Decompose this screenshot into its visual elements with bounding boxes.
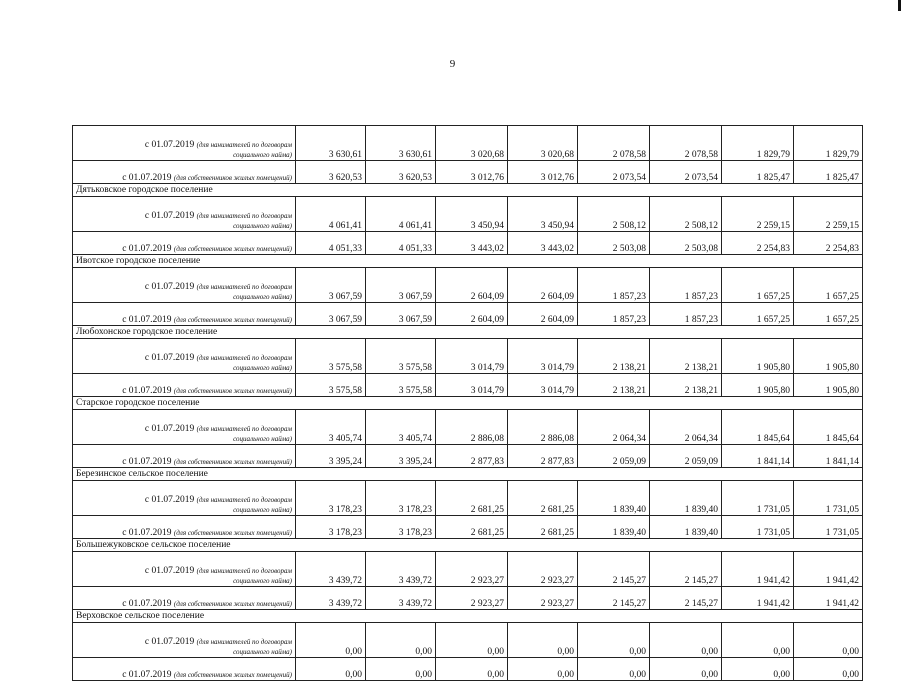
tariff-row-owners: [73, 303, 863, 326]
tariff-value-cell: 3 575,58: [366, 374, 436, 397]
tariff-value-cell: 3 020,68: [436, 126, 508, 161]
tariff-value-cell: 2 923,27: [508, 587, 578, 610]
tariff-value-cell: 3 450,94: [436, 197, 508, 232]
settlement-name: Ивотское городское поселение: [73, 255, 863, 268]
tariff-value-cell: 2 145,27: [578, 552, 650, 587]
rent-note-line2: социального найма): [233, 577, 292, 585]
tariff-value-cell: 3 450,94: [508, 197, 578, 232]
tariff-row-social-rent: [73, 126, 863, 161]
tariff-value-cell: 2 145,27: [578, 587, 650, 610]
tariff-value-cell: 0,00: [722, 623, 794, 658]
tariff-value-cell: 2 138,21: [578, 374, 650, 397]
owner-note: (для собственников жилых помещений): [173, 316, 292, 324]
row-label: [73, 445, 296, 468]
tariff-row-social-rent: [73, 197, 863, 232]
scan-edge-mark: [898, 0, 901, 11]
tariff-value-cell: 1 839,40: [578, 516, 650, 539]
effective-date: с 01.07.2019: [144, 282, 195, 292]
tariff-value-cell: 3 012,76: [436, 161, 508, 184]
tariff-value-cell: 3 395,24: [296, 445, 366, 468]
rent-note-line2: социального найма): [233, 648, 292, 656]
tariff-value-cell: 3 178,23: [296, 516, 366, 539]
tariff-row-owners: [73, 232, 863, 255]
rent-note-line1: (для нанимателей по договорам: [196, 354, 292, 362]
tariff-value-cell: 2 254,83: [722, 232, 794, 255]
owner-note: (для собственников жилых помещений): [173, 600, 292, 608]
tariff-value-cell: 2 604,09: [508, 268, 578, 303]
tariff-value-cell: 2 604,09: [436, 303, 508, 326]
tariff-value-cell: 2 259,15: [722, 197, 794, 232]
tariff-value-cell: 2 078,58: [578, 126, 650, 161]
tariff-value-cell: 4 051,33: [296, 232, 366, 255]
row-label: [73, 552, 296, 587]
row-label: [73, 658, 296, 681]
tariff-row-owners: [73, 445, 863, 468]
tariff-value-cell: 1 905,80: [794, 374, 863, 397]
row-label: [73, 623, 296, 658]
tariff-row-owners: [73, 587, 863, 610]
tariff-value-cell: 3 178,23: [296, 481, 366, 516]
tariff-value-cell: 3 439,72: [366, 587, 436, 610]
settlement-header-row: [73, 539, 863, 552]
tariff-value-cell: 0,00: [296, 658, 366, 681]
tariff-value-cell: 0,00: [650, 623, 722, 658]
tariff-value-cell: 2 604,09: [508, 303, 578, 326]
tariff-value-cell: 0,00: [436, 623, 508, 658]
tariff-value-cell: 0,00: [366, 658, 436, 681]
tariff-value-cell: 3 575,58: [366, 339, 436, 374]
rent-note-line2: социального найма): [233, 506, 292, 514]
row-label: [73, 303, 296, 326]
effective-date: с 01.07.2019: [144, 211, 195, 221]
row-label: [73, 587, 296, 610]
tariff-value-cell: 2 073,54: [650, 161, 722, 184]
tariff-value-cell: 2 064,34: [650, 410, 722, 445]
tariff-value-cell: 2 886,08: [508, 410, 578, 445]
tariff-value-cell: 1 657,25: [722, 268, 794, 303]
tariff-value-cell: 1 731,05: [722, 516, 794, 539]
effective-date: с 01.07.2019: [122, 599, 172, 609]
tariff-value-cell: 2 503,08: [578, 232, 650, 255]
tariff-value-cell: 1 941,42: [722, 587, 794, 610]
rent-note-line1: (для нанимателей по договорам: [196, 212, 292, 220]
row-label: [73, 410, 296, 445]
rent-note-line2: социального найма): [233, 151, 292, 159]
tariff-value-cell: 0,00: [722, 658, 794, 681]
tariff-value-cell: 1 731,05: [794, 516, 863, 539]
rent-note-line1: (для нанимателей по договорам: [196, 638, 292, 646]
effective-date: с 01.07.2019: [122, 386, 172, 396]
tariff-value-cell: 3 020,68: [508, 126, 578, 161]
tariff-value-cell: 3 630,61: [296, 126, 366, 161]
tariff-value-cell: 0,00: [794, 623, 863, 658]
tariff-value-cell: 3 067,59: [296, 303, 366, 326]
rent-note-line1: (для нанимателей по договорам: [196, 141, 292, 149]
tariff-value-cell: 2 877,83: [508, 445, 578, 468]
tariff-value-cell: 3 012,76: [508, 161, 578, 184]
tariff-value-cell: 3 067,59: [366, 303, 436, 326]
tariff-value-cell: 2 923,27: [436, 552, 508, 587]
tariff-value-cell: 3 014,79: [436, 374, 508, 397]
tariff-value-cell: 3 443,02: [508, 232, 578, 255]
tariff-value-cell: 1 845,64: [794, 410, 863, 445]
rent-note-line1: (для нанимателей по договорам: [196, 567, 292, 575]
tariff-value-cell: 3 439,72: [296, 587, 366, 610]
rent-note-line2: социального найма): [233, 222, 292, 230]
tariff-value-cell: 2 681,25: [508, 516, 578, 539]
tariff-value-cell: 2 138,21: [650, 374, 722, 397]
settlement-header-row: [73, 468, 863, 481]
page-number: 9: [449, 58, 456, 70]
tariff-value-cell: 1 841,14: [722, 445, 794, 468]
tariff-value-cell: 3 575,58: [296, 339, 366, 374]
rent-note-line2: социального найма): [233, 364, 292, 372]
tariff-row-social-rent: [73, 268, 863, 303]
tariff-value-cell: 2 059,09: [650, 445, 722, 468]
settlement-name: Дятьковское городское поселение: [73, 184, 863, 197]
tariff-value-cell: 2 078,58: [650, 126, 722, 161]
tariff-value-cell: 1 941,42: [722, 552, 794, 587]
effective-date: с 01.07.2019: [144, 140, 195, 150]
settlement-header-row: [73, 326, 863, 339]
tariff-value-cell: 0,00: [578, 658, 650, 681]
tariff-value-cell: 3 395,24: [366, 445, 436, 468]
row-label: [73, 232, 296, 255]
tariff-value-cell: 3 443,02: [436, 232, 508, 255]
tariff-value-cell: 2 886,08: [436, 410, 508, 445]
row-label: [73, 339, 296, 374]
tariff-value-cell: 1 857,23: [650, 268, 722, 303]
tariff-value-cell: 3 405,74: [296, 410, 366, 445]
tariff-value-cell: 4 051,33: [366, 232, 436, 255]
row-label: [73, 481, 296, 516]
tariff-value-cell: 0,00: [366, 623, 436, 658]
tariff-value-cell: 0,00: [578, 623, 650, 658]
tariff-value-cell: 2 681,25: [508, 481, 578, 516]
tariff-value-cell: 1 657,25: [722, 303, 794, 326]
effective-date: с 01.07.2019: [144, 424, 195, 434]
tariff-value-cell: 2 503,08: [650, 232, 722, 255]
tariff-value-cell: 1 857,23: [578, 268, 650, 303]
tariff-value-cell: 1 845,64: [722, 410, 794, 445]
tariff-value-cell: 0,00: [296, 623, 366, 658]
tariff-row-owners: [73, 658, 863, 681]
tariff-value-cell: 2 604,09: [436, 268, 508, 303]
effective-date: с 01.07.2019: [122, 244, 172, 254]
tariff-value-cell: 3 620,53: [366, 161, 436, 184]
tariff-table: [72, 125, 863, 681]
owner-note: (для собственников жилых помещений): [173, 671, 292, 679]
owner-note: (для собственников жилых помещений): [173, 387, 292, 395]
tariff-value-cell: 1 857,23: [650, 303, 722, 326]
settlement-name: Верховское сельское поселение: [73, 610, 863, 623]
settlement-header-row: [73, 610, 863, 623]
tariff-value-cell: 2 259,15: [794, 197, 863, 232]
tariff-value-cell: 2 508,12: [650, 197, 722, 232]
tariff-value-cell: 2 681,25: [436, 516, 508, 539]
tariff-value-cell: 2 923,27: [508, 552, 578, 587]
owner-note: (для собственников жилых помещений): [173, 174, 292, 182]
tariff-row-owners: [73, 374, 863, 397]
tariff-value-cell: 1 825,47: [722, 161, 794, 184]
effective-date: с 01.07.2019: [122, 670, 172, 680]
tariff-value-cell: 3 014,79: [508, 339, 578, 374]
tariff-value-cell: 4 061,41: [366, 197, 436, 232]
tariff-value-cell: 1 731,05: [794, 481, 863, 516]
tariff-value-cell: 3 575,58: [296, 374, 366, 397]
tariff-value-cell: 2 681,25: [436, 481, 508, 516]
tariff-value-cell: 2 138,21: [578, 339, 650, 374]
tariff-value-cell: 1 841,14: [794, 445, 863, 468]
tariff-row-owners: [73, 516, 863, 539]
tariff-value-cell: 3 178,23: [366, 516, 436, 539]
tariff-value-cell: 2 138,21: [650, 339, 722, 374]
tariff-value-cell: 1 829,79: [722, 126, 794, 161]
tariff-value-cell: 2 059,09: [578, 445, 650, 468]
settlement-name: Березинское сельское поселение: [73, 468, 863, 481]
settlement-header-row: [73, 255, 863, 268]
tariff-value-cell: 2 073,54: [578, 161, 650, 184]
tariff-value-cell: 1 829,79: [794, 126, 863, 161]
tariff-value-cell: 2 145,27: [650, 587, 722, 610]
tariff-value-cell: 0,00: [650, 658, 722, 681]
tariff-value-cell: 0,00: [794, 658, 863, 681]
tariff-value-cell: 1 905,80: [794, 339, 863, 374]
owner-note: (для собственников жилых помещений): [173, 529, 292, 537]
tariff-value-cell: 1 941,42: [794, 552, 863, 587]
tariff-value-cell: 3 620,53: [296, 161, 366, 184]
effective-date: с 01.07.2019: [122, 457, 172, 467]
settlement-name: Любохонское городское поселение: [73, 326, 863, 339]
rent-note-line1: (для нанимателей по договорам: [196, 425, 292, 433]
tariff-value-cell: 1 839,40: [578, 481, 650, 516]
tariff-row-social-rent: [73, 339, 863, 374]
settlement-header-row: [73, 397, 863, 410]
tariff-value-cell: 1 731,05: [722, 481, 794, 516]
tariff-value-cell: 3 014,79: [508, 374, 578, 397]
tariff-value-cell: 3 067,59: [296, 268, 366, 303]
effective-date: с 01.07.2019: [144, 566, 195, 576]
tariff-value-cell: 2 877,83: [436, 445, 508, 468]
effective-date: с 01.07.2019: [144, 637, 195, 647]
tariff-value-cell: 3 405,74: [366, 410, 436, 445]
tariff-row-social-rent: [73, 481, 863, 516]
tariff-value-cell: 2 508,12: [578, 197, 650, 232]
effective-date: с 01.07.2019: [144, 495, 195, 505]
tariff-value-cell: 1 657,25: [794, 268, 863, 303]
settlement-name: Старское городское поселение: [73, 397, 863, 410]
tariff-value-cell: 3 439,72: [366, 552, 436, 587]
row-label: [73, 126, 296, 161]
settlement-name: Большежуковское сельское поселение: [73, 539, 863, 552]
tariff-value-cell: 1 839,40: [650, 516, 722, 539]
tariff-value-cell: 0,00: [508, 658, 578, 681]
tariff-value-cell: 1 857,23: [578, 303, 650, 326]
row-label: [73, 516, 296, 539]
tariff-value-cell: 2 923,27: [436, 587, 508, 610]
tariff-value-cell: 1 905,80: [722, 374, 794, 397]
rent-note-line2: социального найма): [233, 435, 292, 443]
tariff-value-cell: 2 064,34: [578, 410, 650, 445]
owner-note: (для собственников жилых помещений): [173, 245, 292, 253]
tariff-value-cell: 3 067,59: [366, 268, 436, 303]
tariff-value-cell: 3 014,79: [436, 339, 508, 374]
tariff-row-social-rent: [73, 552, 863, 587]
tariff-value-cell: 1 905,80: [722, 339, 794, 374]
tariff-value-cell: 2 254,83: [794, 232, 863, 255]
tariff-table-body: [73, 126, 863, 681]
owner-note: (для собственников жилых помещений): [173, 458, 292, 466]
row-label: [73, 161, 296, 184]
tariff-value-cell: 0,00: [436, 658, 508, 681]
tariff-value-cell: 4 061,41: [296, 197, 366, 232]
tariff-value-cell: 1 657,25: [794, 303, 863, 326]
tariff-value-cell: 1 941,42: [794, 587, 863, 610]
tariff-value-cell: 2 145,27: [650, 552, 722, 587]
tariff-value-cell: 1 839,40: [650, 481, 722, 516]
row-label: [73, 197, 296, 232]
effective-date: с 01.07.2019: [122, 315, 172, 325]
tariff-value-cell: 1 825,47: [794, 161, 863, 184]
effective-date: с 01.07.2019: [122, 173, 172, 183]
settlement-header-row: [73, 184, 863, 197]
tariff-row-social-rent: [73, 410, 863, 445]
effective-date: с 01.07.2019: [122, 528, 172, 538]
rent-note-line2: социального найма): [233, 293, 292, 301]
tariff-value-cell: 3 630,61: [366, 126, 436, 161]
tariff-row-social-rent: [73, 623, 863, 658]
tariff-row-owners: [73, 161, 863, 184]
tariff-value-cell: 3 178,23: [366, 481, 436, 516]
rent-note-line1: (для нанимателей по договорам: [196, 283, 292, 291]
row-label: [73, 374, 296, 397]
rent-note-line1: (для нанимателей по договорам: [196, 496, 292, 504]
row-label: [73, 268, 296, 303]
tariff-value-cell: 0,00: [508, 623, 578, 658]
effective-date: с 01.07.2019: [144, 353, 195, 363]
tariff-value-cell: 3 439,72: [296, 552, 366, 587]
